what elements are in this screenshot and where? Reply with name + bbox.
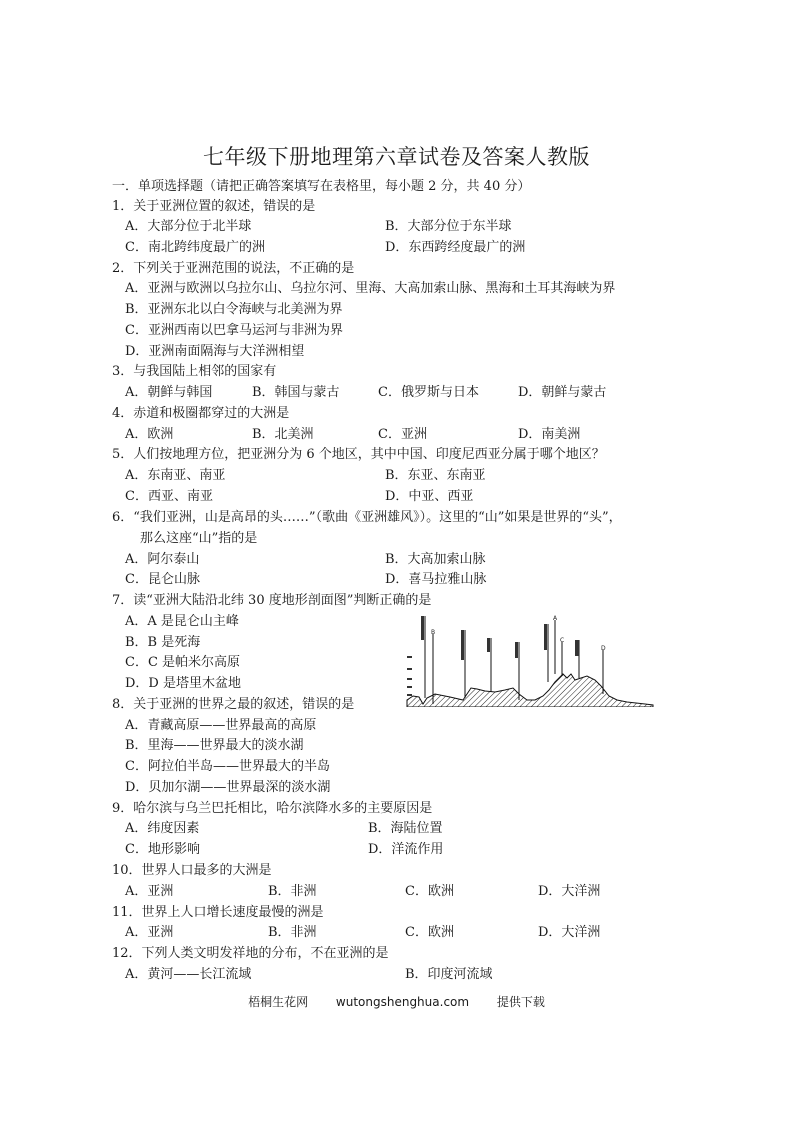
question-7-option-d: D．D 是塔里木盆地 (125, 676, 241, 691)
question-3-option-b: B．韩国与蒙古 (252, 385, 340, 400)
question-2-option-a: A．亚洲与欧洲以乌拉尔山、乌拉尔河、里海、大高加索山脉、黑海和土耳其海峡为界 (125, 281, 616, 296)
svg-text:D: D (601, 645, 606, 652)
question-4-option-a: A．欧洲 (125, 427, 174, 442)
section-heading: 一．单项选择题（请把正确答案填写在表格里，每小题 2 分，共 40 分） (112, 179, 531, 194)
question-2-option-b: B．亚洲东北以白令海峡与北美洲为界 (125, 302, 343, 317)
question-7-option-b: B．B 是死海 (125, 635, 201, 650)
footer-note: 提供下载 (496, 995, 545, 1009)
question-4-option-d: D．南美洲 (518, 427, 581, 442)
question-6-stem: 6．“我们亚洲，山是高昂的头……”（歌曲《亚洲雄风》）。这里的“山”如果是世界的“头”， (112, 510, 622, 525)
question-9-option-b: B．海陆位置 (368, 821, 443, 836)
question-7-stem: 7．读“亚洲大陆沿北纬 30 度地形剖面图”判断正确的是 (112, 593, 432, 608)
svg-text:B: B (431, 629, 436, 636)
question-5-option-d: D．中亚、西亚 (385, 489, 474, 504)
question-12-stem: 12．下列人类文明发祥地的分布，不在亚洲的是 (112, 946, 389, 961)
page-title: 七年级下册地理第六章试卷及答案人教版 (203, 145, 590, 169)
question-3-option-a: A．朝鲜与韩国 (125, 385, 213, 400)
question-8-option-c: C．阿拉伯半岛——世界最大的半岛 (125, 759, 330, 774)
question-5-option-a: A．东南亚、南亚 (125, 468, 226, 483)
question-1-stem: 1．关于亚洲位置的叙述，错误的是 (112, 199, 316, 214)
question-8-option-a: A．青藏高原——世界最高的高原 (125, 718, 317, 733)
question-12-option-a: A．黄河——长江流域 (125, 967, 252, 982)
question-2-stem: 2．下列关于亚洲范围的说法，不正确的是 (112, 261, 355, 276)
question-9-option-c: C．地形影响 (125, 842, 200, 857)
question-3-stem: 3．与我国陆上相邻的国家有 (112, 364, 277, 379)
question-8-option-b: B．里海——世界最大的淡水湖 (125, 738, 304, 753)
question-8-option-d: D．贝加尔湖——世界最深的淡水湖 (125, 780, 331, 795)
question-7-option-a: A．A 是昆仑山主峰 (125, 614, 239, 629)
question-5-stem: 5．人们按地理方位，把亚洲分为 6 个地区，其中中国、印度尼西亚分属于哪个地区？ (112, 447, 605, 462)
question-1-option-b: B．大部分位于东半球 (385, 219, 512, 234)
terrain-profile-diagram (405, 612, 655, 707)
question-11-option-d: D．大洋洲 (538, 925, 601, 940)
question-6-option-a: A．阿尔泰山 (125, 552, 200, 567)
question-12-option-b: B．印度河流域 (405, 967, 493, 982)
question-11-stem: 11．世界上人口增长速度最慢的洲是 (112, 905, 324, 920)
question-11-option-b: B．非洲 (268, 925, 317, 940)
question-5-option-c: C．西亚、南亚 (125, 489, 213, 504)
question-2-option-d: D．亚洲南面隔海与大洋洲相望 (125, 344, 305, 359)
question-4-stem: 4．赤道和极圈都穿过的大洲是 (112, 406, 290, 421)
question-6-option-d: D．喜马拉雅山脉 (385, 572, 487, 587)
question-10-option-b: B．非洲 (268, 884, 317, 899)
svg-text:C: C (560, 637, 565, 644)
question-1-option-c: C．南北跨纬度最广的洲 (125, 240, 265, 255)
question-6-stem-continued: 那么这座“山”指的是 (140, 531, 258, 546)
question-3-option-d: D．朝鲜与蒙古 (518, 385, 607, 400)
question-2-option-c: C．亚洲西南以巴拿马运河与非洲为界 (125, 323, 343, 338)
question-10-stem: 10．世界人口最多的大洲是 (112, 863, 272, 878)
question-5-option-b: B．东亚、东南亚 (385, 468, 486, 483)
question-6-option-c: C．昆仑山脉 (125, 572, 200, 587)
question-9-stem: 9．哈尔滨与乌兰巴托相比，哈尔滨降水多的主要原因是 (112, 801, 433, 816)
footer-site-name: 梧桐生花网 (248, 995, 309, 1009)
question-11-option-a: A．亚洲 (125, 925, 174, 940)
page-footer (0, 993, 793, 1010)
question-11-option-c: C．欧洲 (405, 925, 454, 940)
question-9-option-d: D．洋流作用 (368, 842, 444, 857)
question-1-option-d: D．东西跨经度最广的洲 (385, 240, 526, 255)
question-9-option-a: A．纬度因素 (125, 821, 200, 836)
question-3-option-c: C．俄罗斯与日本 (378, 385, 479, 400)
question-4-option-b: B．北美洲 (252, 427, 314, 442)
svg-text:A: A (553, 615, 558, 622)
question-6-option-b: B．大高加索山脉 (385, 552, 486, 567)
question-7-option-c: C．C 是帕米尔高原 (125, 655, 241, 670)
question-4-option-c: C．亚洲 (378, 427, 427, 442)
question-10-option-d: D．大洋洲 (538, 884, 601, 899)
footer-url[interactable]: wutongshenghua.com (335, 995, 470, 1009)
question-10-option-a: A．亚洲 (125, 884, 174, 899)
question-1-option-a: A．大部分位于北半球 (125, 219, 252, 234)
question-10-option-c: C．欧洲 (405, 884, 454, 899)
question-8-stem: 8．关于亚洲的世界之最的叙述，错误的是 (112, 697, 355, 712)
